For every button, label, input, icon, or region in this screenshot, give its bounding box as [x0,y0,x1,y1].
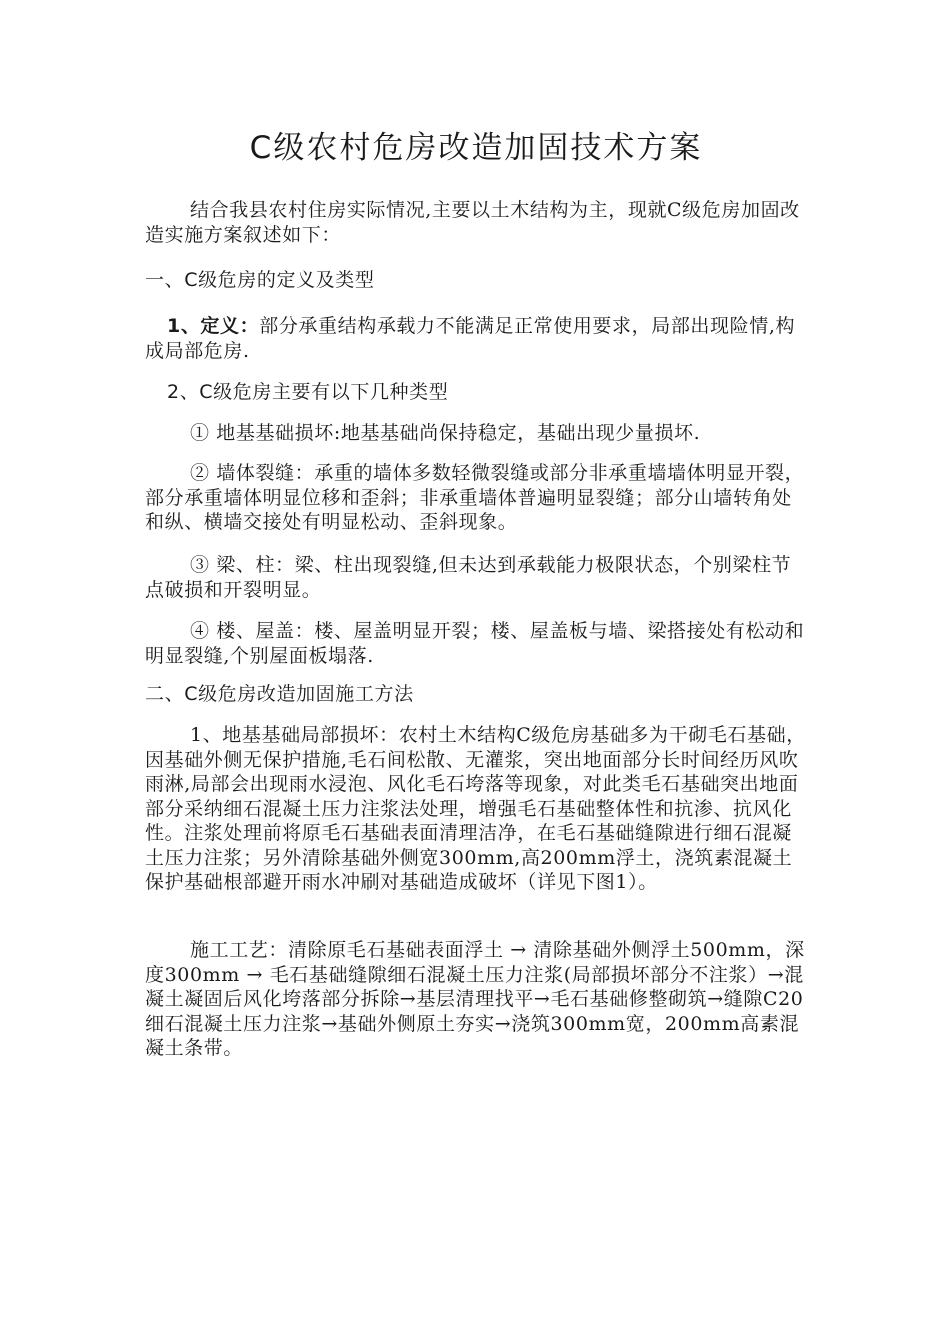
type-item-4: ④ 楼、屋盖：楼、屋盖明显开裂；楼、屋盖板与墙、梁搭接处有松动和明显裂缝,个别屋面板塌落. [145,620,805,667]
definition-text: 部分承重结构承载力不能满足正常使用要求，局部出现险情,构成局部危房. [145,315,796,362]
section-1-heading: 一、C级危房的定义及类型 [145,269,375,291]
type-item-2: ② 墙体裂缝：承重的墙体多数轻微裂缝或部分非承重墙墙体明显开裂，部分承重墙体明显位移和歪斜；非承重墙体普遍明显裂缝；部分山墙转角处和纵、横墙交接处有明显松动、歪斜现象。 [145,462,805,533]
intro-paragraph: 结合我县农村住房实际情况,主要以土木结构为主，现就C级危房加固改造实施方案叙述如下： [145,199,800,246]
document-title: C级农村危房改造加固技术方案 [249,130,703,166]
type-item-1: ① 地基基础损坏:地基基础尚保持稳定，基础出现少量损坏. [190,422,701,444]
types-heading: 2、C级危房主要有以下几种类型 [167,381,449,403]
definition-paragraph [145,314,807,363]
process-paragraph: 施工工艺：清除原毛石基础表面浮土 → 清除基础外侧浮土500mm，深度300mm → 毛石基础缝隙细石混凝土压力注浆(局部损坏部分不注浆）→混凝土凝固后风化垮落部分拆除→基层清理找平→毛石基础修整砌筑→缝隙C20细石混凝土压力注浆→基础外侧原土夯实→浇筑300mm宽，200mm高素混凝土条带。 [145,939,805,1059]
section-2-heading: 二、C级危房改造加固施工方法 [145,683,414,705]
definition-label: 1、定义： [167,315,260,337]
type-item-3: ③ 梁、柱：梁、柱出现裂缝,但未达到承载能力极限状态，个别梁柱节点破损和开裂明显。 [145,554,792,601]
foundation-paragraph: 1、地基基础局部损坏：农村土木结构C级危房基础多为干砌毛石基础，因基础外侧无保护措施,毛石间松散、无灌浆，突出地面部分长时间经历风吹雨淋,局部会出现雨水浸泡、风化毛石垮落等现象，对此类毛石基础突出地面部分采纳细石混凝土压力注浆法处理，增强毛石基础整体性和抗渗、抗风化性。注浆处理前将原毛石基础表面清理洁净，在毛石基础缝隙进行细石混凝土压力注浆；另外清除基础外侧宽300mm,高200mm浮土，浇筑素混凝土保护基础根部避开雨水冲刷对基础造成破坏（详见下图1）。 [145,724,806,893]
